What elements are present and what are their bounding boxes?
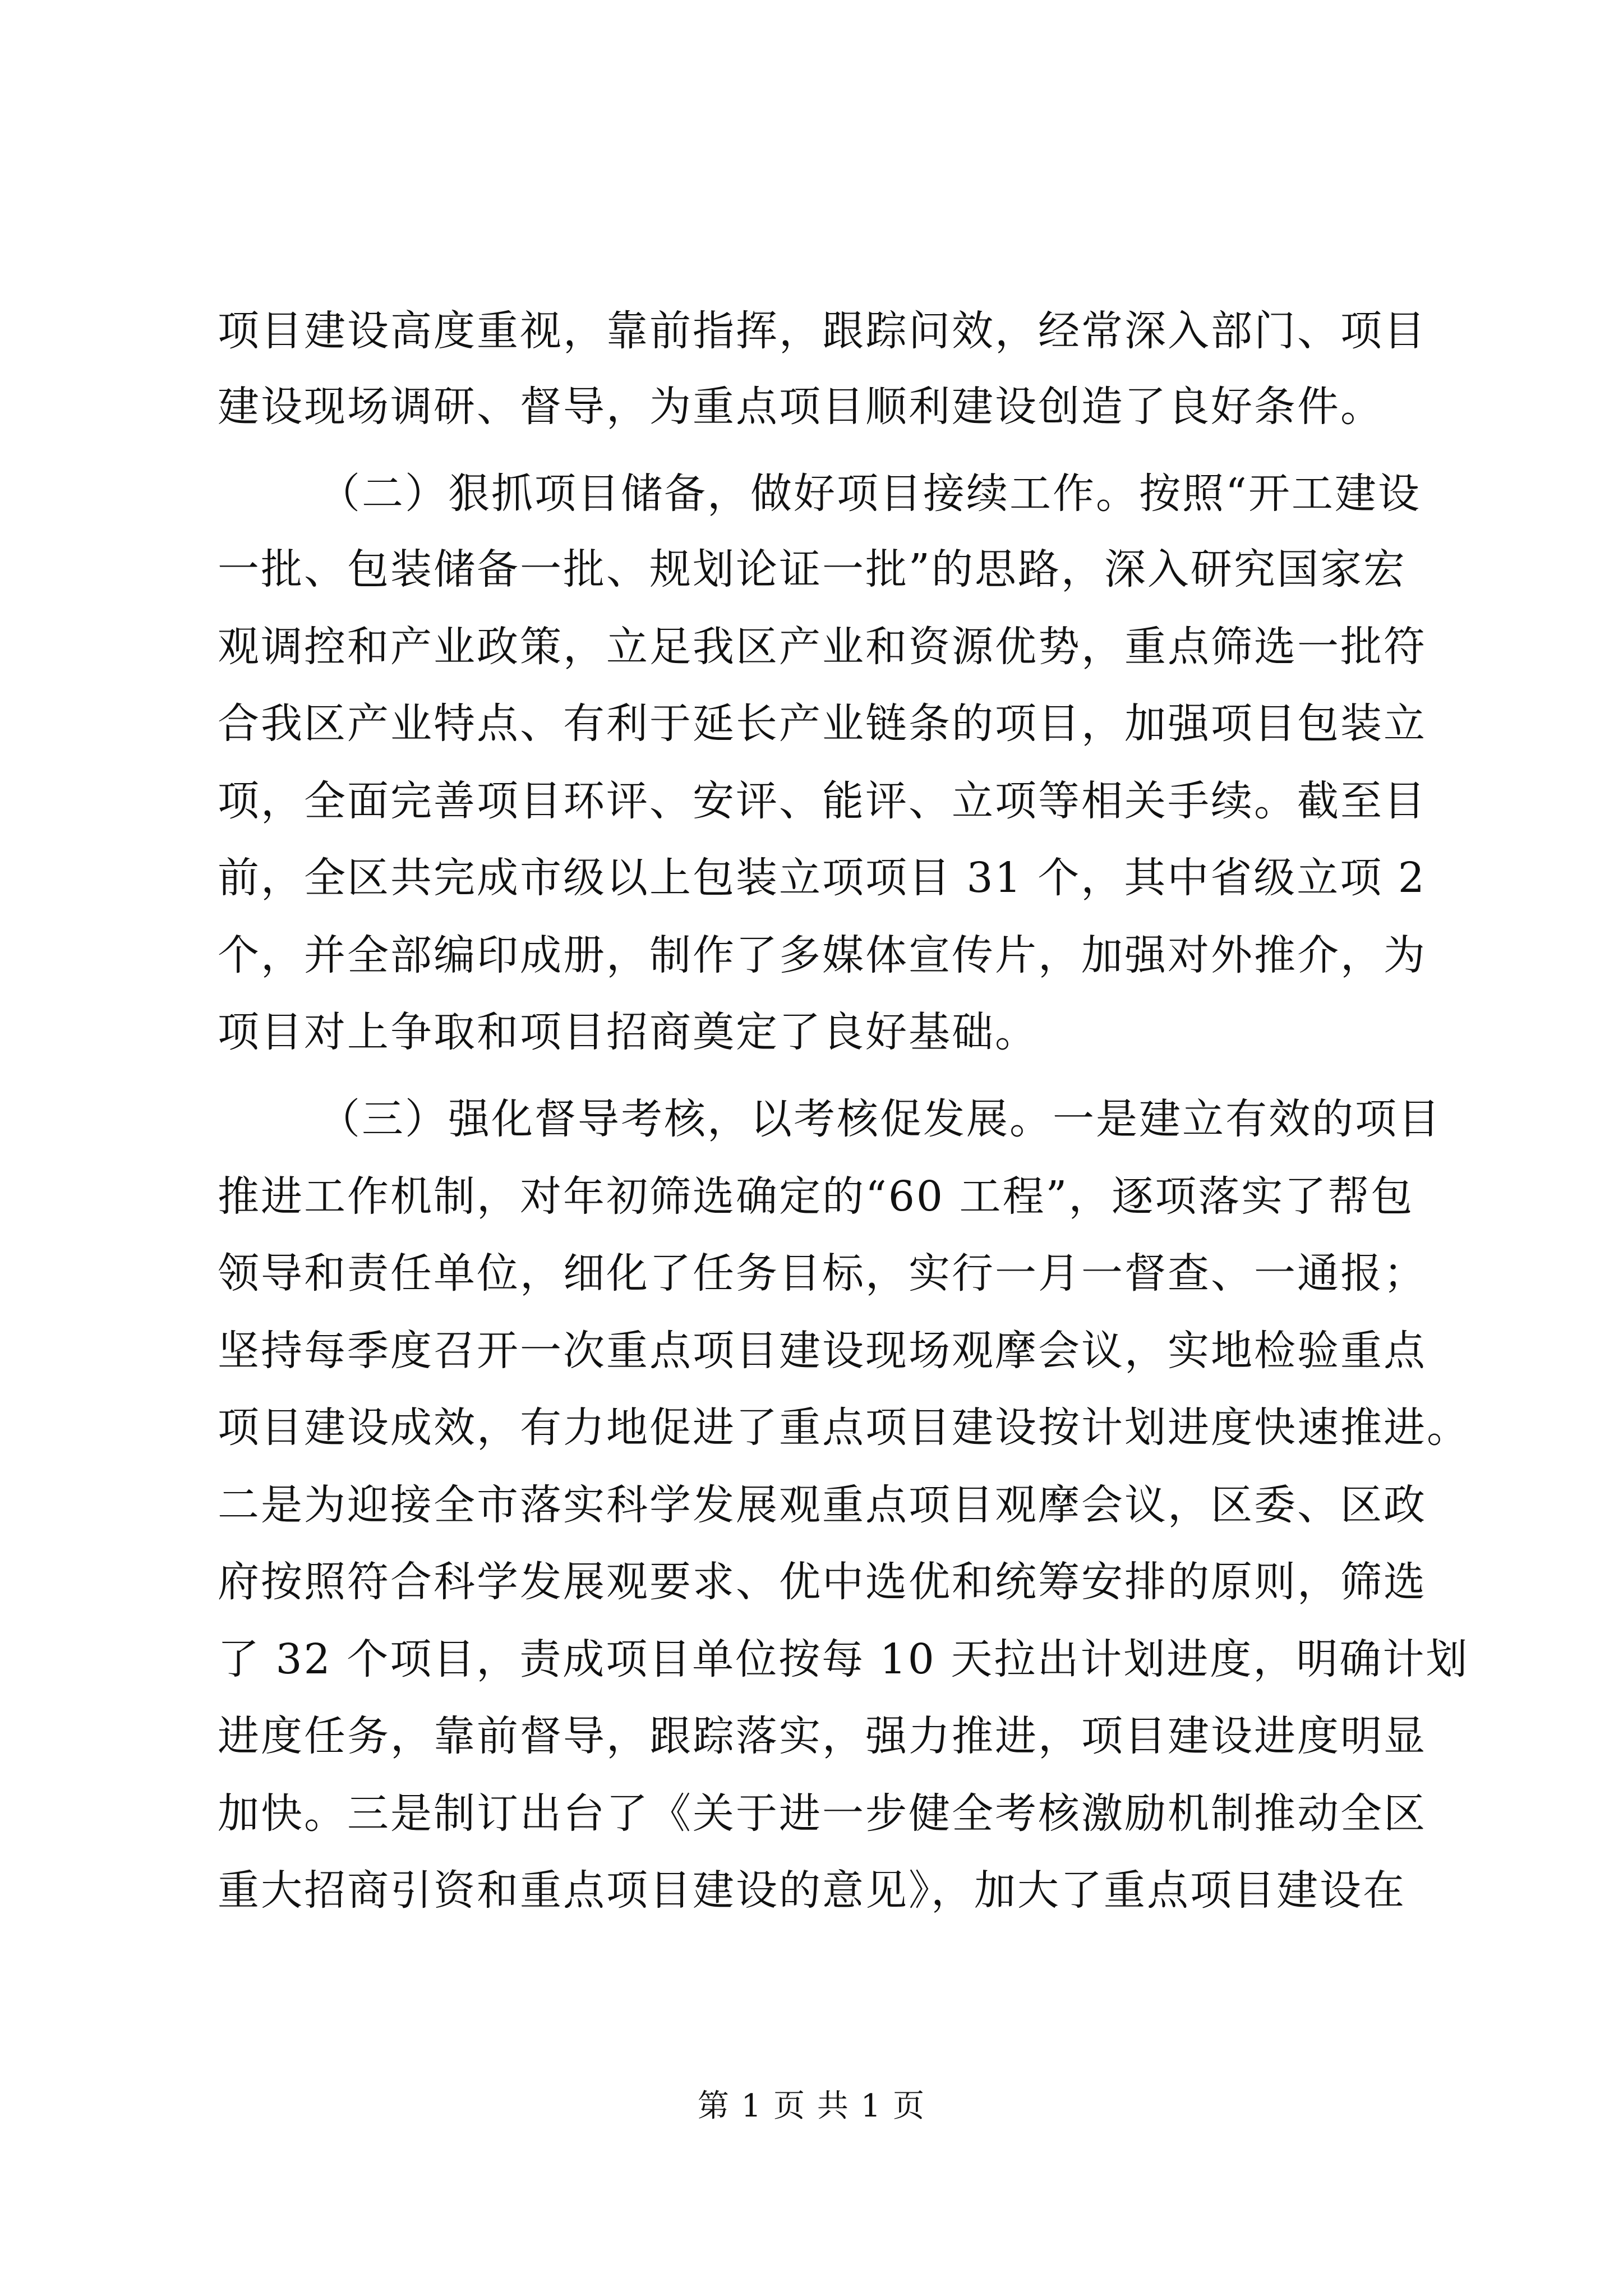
text-line: 合我区产业特点、有利于延长产业链条的项目，加强项目包装立: [218, 700, 1427, 748]
text-line: 项，全面完善项目环评、安评、能评、立项等相关手续。截至目: [218, 777, 1427, 825]
text-line: 建设现场调研、督导，为重点项目顺利建设创造了良好条件。: [218, 383, 1384, 431]
text-line: 观调控和产业政策，立足我区产业和资源优势，重点筛选一批符: [218, 623, 1427, 671]
paragraph-start-line: （二）狠抓项目储备，做好项目接续工作。按照“开工建设: [319, 470, 1421, 518]
page-number-footer: 第 1 页 共 1 页: [697, 2088, 926, 2124]
text-line: 项目建设成效，有力地促进了重点项目建设按计划进度快速推进。: [218, 1404, 1470, 1452]
paragraph-start-line: （三）强化督导考核，以考核促发展。一是建立有效的项目: [319, 1095, 1441, 1143]
text-line: 领导和责任单位，细化了任务目标，实行一月一督查、一通报；: [218, 1249, 1427, 1297]
text-line: 二是为迎接全市落实科学发展观重点项目观摩会议，区委、区政: [218, 1481, 1427, 1529]
text-line: 项目建设高度重视，靠前指挥，跟踪问效，经常深入部门、项目: [218, 307, 1427, 355]
text-line: 进度任务，靠前督导，跟踪落实，强力推进，项目建设进度明显: [218, 1712, 1427, 1760]
text-line: 个，并全部编印成册，制作了多媒体宣传片，加强对外推介，为: [218, 931, 1427, 979]
text-line: 项目对上争取和项目招商奠定了良好基础。: [218, 1008, 1038, 1056]
text-line: 坚持每季度召开一次重点项目建设现场观摩会议，实地检验重点: [218, 1327, 1427, 1375]
text-line: 推进工作机制，对年初筛选确定的“60 工程”，逐项落实了帮包: [218, 1172, 1414, 1221]
text-line: 前，全区共完成市级以上包装立项项目 31 个，其中省级立项 2: [218, 854, 1426, 902]
text-line: 一批、包装储备一批、规划论证一批”的思路，深入研究国家宏: [218, 545, 1407, 593]
text-line: 加快。三是制订出台了《关于进一步健全考核激励机制推动全区: [218, 1789, 1427, 1838]
text-line: 了 32 个项目，责成项目单位按每 10 天拉出计划进度，明确计划: [218, 1635, 1469, 1683]
text-line: 府按照符合科学发展观要求、优中选优和统筹安排的原则，筛选: [218, 1558, 1427, 1606]
text-line: 重大招商引资和重点项目建设的意见》，加大了重点项目建设在: [218, 1866, 1406, 1915]
